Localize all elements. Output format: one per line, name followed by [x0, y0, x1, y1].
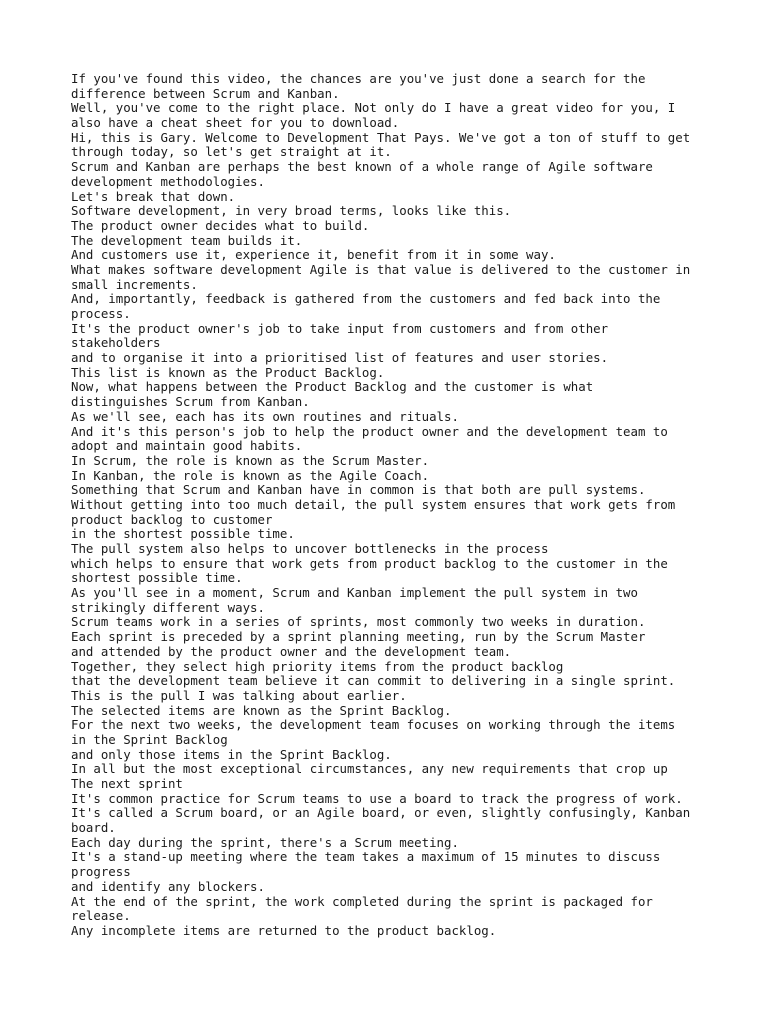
text-line: It's the product owner's job to take input from customers and from other: [71, 320, 609, 336]
text-line: small increments.: [71, 276, 198, 292]
text-line: that the development team believe it can commit to delivering in a single sprint.: [71, 673, 676, 689]
text-line: also have a cheat sheet for you to download.: [71, 115, 400, 131]
text-line: and identify any blockers.: [71, 878, 265, 894]
text-line: It's common practice for Scrum teams to use a board to track the progress of work.: [71, 790, 683, 806]
text-line: Each sprint is preceded by a sprint planning meeting, run by the Scrum Master: [71, 629, 646, 645]
text-line: in the shortest possible time.: [71, 526, 295, 542]
text-line: As we'll see, each has its own routines and rituals.: [71, 408, 459, 424]
text-line: And customers use it, experience it, benefit from it in some way.: [71, 247, 556, 263]
text-line: in the Sprint Backlog: [71, 731, 228, 747]
text-line: If you've found this video, the chances are you've just done a search for the: [71, 71, 646, 86]
text-line: As you'll see in a moment, Scrum and Kanban implement the pull system in two: [71, 585, 638, 601]
text-line: Now, what happens between the Product Backlog and the customer is what: [71, 379, 594, 395]
text-line: In Scrum, the role is known as the Scrum Master.: [71, 452, 430, 468]
text-line: adopt and maintain good habits.: [71, 438, 303, 454]
text-line: Software development, in very broad terms, looks like this.: [71, 203, 512, 219]
text-line: The selected items are known as the Sprint Backlog.: [71, 702, 452, 718]
text-line: The product owner decides what to build.: [71, 217, 370, 233]
text-line: In Kanban, the role is known as the Agile Coach.: [71, 467, 430, 483]
text-line: And it's this person's job to help the product owner and the development team to: [71, 423, 668, 439]
text-line: Hi, this is Gary. Welcome to Development That Pays. We've got a ton of stuff to get: [71, 129, 691, 145]
text-line: The pull system also helps to uncover bottlenecks in the process: [71, 541, 549, 556]
text-line: Without getting into too much detail, the pull system ensures that work gets from: [71, 496, 676, 512]
text-line: At the end of the sprint, the work completed during the sprint is packaged for: [71, 893, 653, 909]
text-line: Each day during the sprint, there's a Scrum meeting.: [71, 834, 459, 850]
text-line: difference between Scrum and Kanban.: [71, 85, 340, 101]
text-line: What makes software development Agile is that value is delivered to the customer in: [71, 261, 691, 277]
text-line: Any incomplete items are returned to the product backlog.: [71, 922, 497, 938]
text-line: which helps to ensure that work gets from product backlog to the customer in the: [71, 555, 668, 571]
text-line: shortest possible time.: [71, 570, 243, 586]
text-line: progress: [71, 864, 131, 880]
text-line: and to organise it into a prioritised list of features and user stories.: [71, 350, 609, 366]
text-line: development methodologies.: [71, 173, 265, 189]
text-line: and attended by the product owner and the development team.: [71, 643, 512, 659]
text-line: For the next two weeks, the development team focuses on working through the items: [71, 717, 676, 733]
text-line: strikingly different ways.: [71, 599, 265, 615]
text-line: Well, you've come to the right place. Not only do I have a great video for you, I: [71, 100, 676, 116]
text-line: and only those items in the Sprint Backlog.: [71, 746, 392, 762]
text-line: Something that Scrum and Kanban have in common is that both are pull systems.: [71, 482, 646, 498]
text-line: Let's break that down.: [71, 188, 236, 204]
text-line: This is the pull I was talking about earlier.: [71, 687, 407, 703]
text-line: It's a stand-up meeting where the team takes a maximum of 15 minutes to discuss: [71, 849, 661, 865]
text-line: product backlog to customer: [71, 511, 273, 527]
text-line: The development team builds it.: [71, 232, 303, 248]
text-line: In all but the most exceptional circumstances, any new requirements that crop up: [71, 761, 668, 777]
text-line: The next sprint: [71, 776, 183, 791]
text-line: board.: [71, 820, 116, 836]
text-line: Scrum and Kanban are perhaps the best known of a whole range of Agile software: [71, 159, 653, 175]
text-line: And, importantly, feedback is gathered from the customers and fed back into the: [71, 291, 661, 307]
text-line: release.: [71, 908, 131, 924]
text-line: through today, so let's get straight at it.: [71, 144, 392, 160]
text-line: Together, they select high priority items from the product backlog: [71, 658, 564, 674]
text-line: This list is known as the Product Backlog.: [71, 364, 385, 380]
text-line: It's called a Scrum board, or an Agile board, or even, slightly confusingly, Kanban: [71, 805, 691, 821]
document-page: [71, 72, 711, 939]
text-line: process.: [71, 306, 131, 321]
text-line: Scrum teams work in a series of sprints, most commonly two weeks in duration.: [71, 614, 646, 630]
text-line: stakeholders: [71, 335, 161, 351]
text-line: distinguishes Scrum from Kanban.: [71, 394, 310, 410]
